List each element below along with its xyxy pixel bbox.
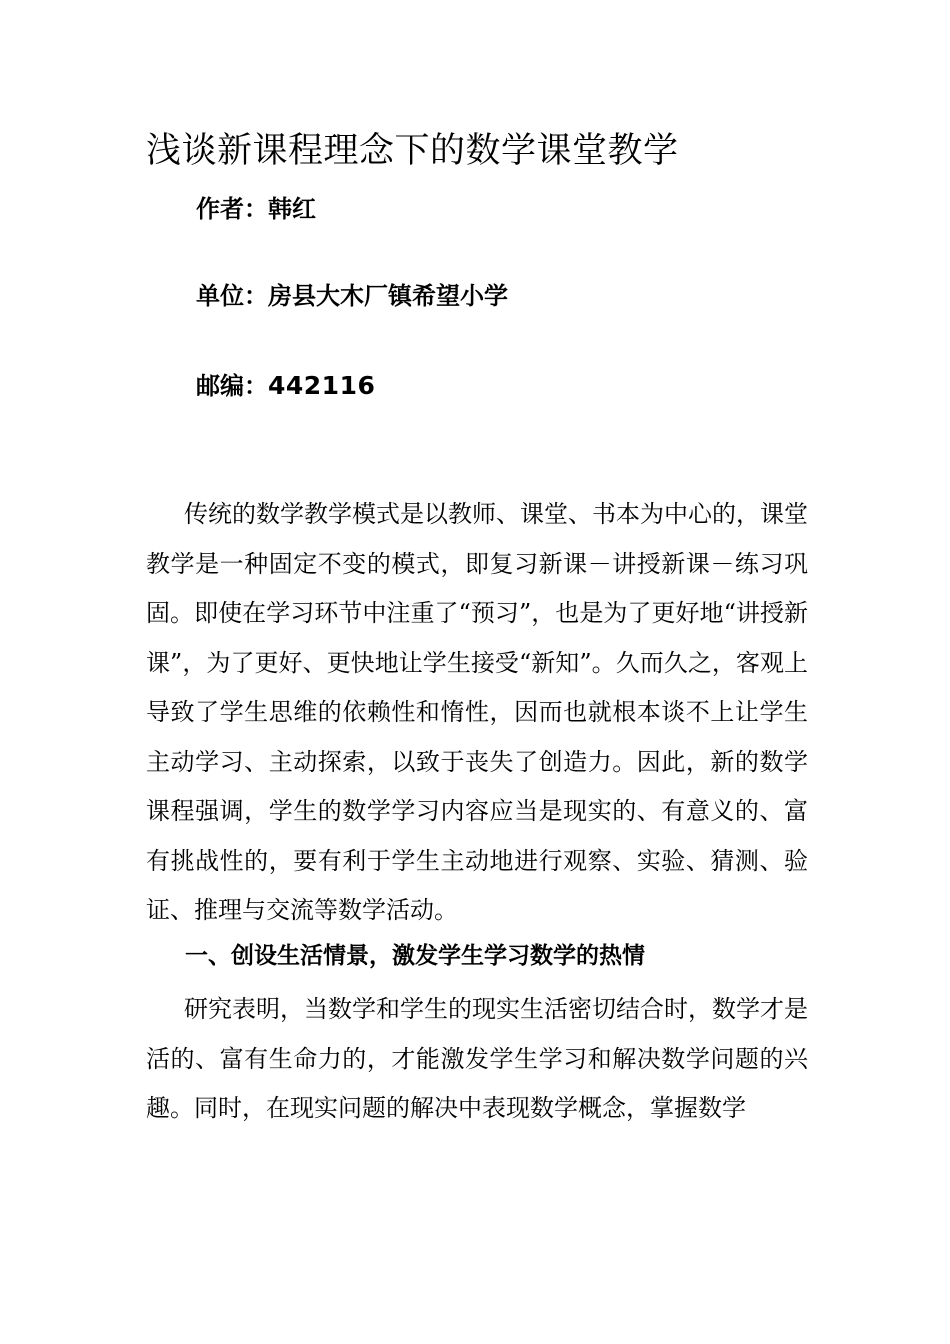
zip-code: 442116 bbox=[268, 371, 376, 400]
document-title: 浅谈新课程理念下的数学课堂教学 bbox=[146, 131, 679, 171]
paragraph-intro: 传统的数学教学模式是以教师、课堂、书本为中心的，课堂教学是一种固定不变的模式，即复习新课－讲授新课－练习巩固。即使在学习环节中注重了“预习”，也是为了更好地“讲授新课”，为了更好、更快地让学生接受“新知”。久而久之，客观上导致了学生思维的依赖性和惰性，因而也就根本谈不上让学生主动学习、主动探索，以致于丧失了创造力。因此，新的数学课程强调，学生的数学学习内容应当是现实的、有意义的、富有挑战性的，要有利于学生主动地进行观察、实验、猜测、验证、推理与交流等数学活动。 bbox=[146, 500, 808, 924]
author-line bbox=[196, 192, 316, 226]
unit-name: 房县大木厂镇希望小学 bbox=[268, 282, 508, 310]
zip-line bbox=[196, 369, 375, 403]
author-label: 作者： bbox=[196, 195, 268, 223]
zip-label: 邮编： bbox=[196, 372, 268, 400]
unit-label: 单位： bbox=[196, 282, 268, 310]
section-heading-1: 一、创设生活情景，激发学生学习数学的热情 bbox=[185, 943, 645, 969]
author-name: 韩红 bbox=[268, 195, 316, 223]
paragraph-section-1: 研究表明，当数学和学生的现实生活密切结合时，数学才是活的、富有生命力的，才能激发学生学习和解决数学问题的兴趣。同时，在现实问题的解决中表现数学概念，掌握数学 bbox=[146, 995, 808, 1122]
unit-line bbox=[196, 279, 508, 313]
